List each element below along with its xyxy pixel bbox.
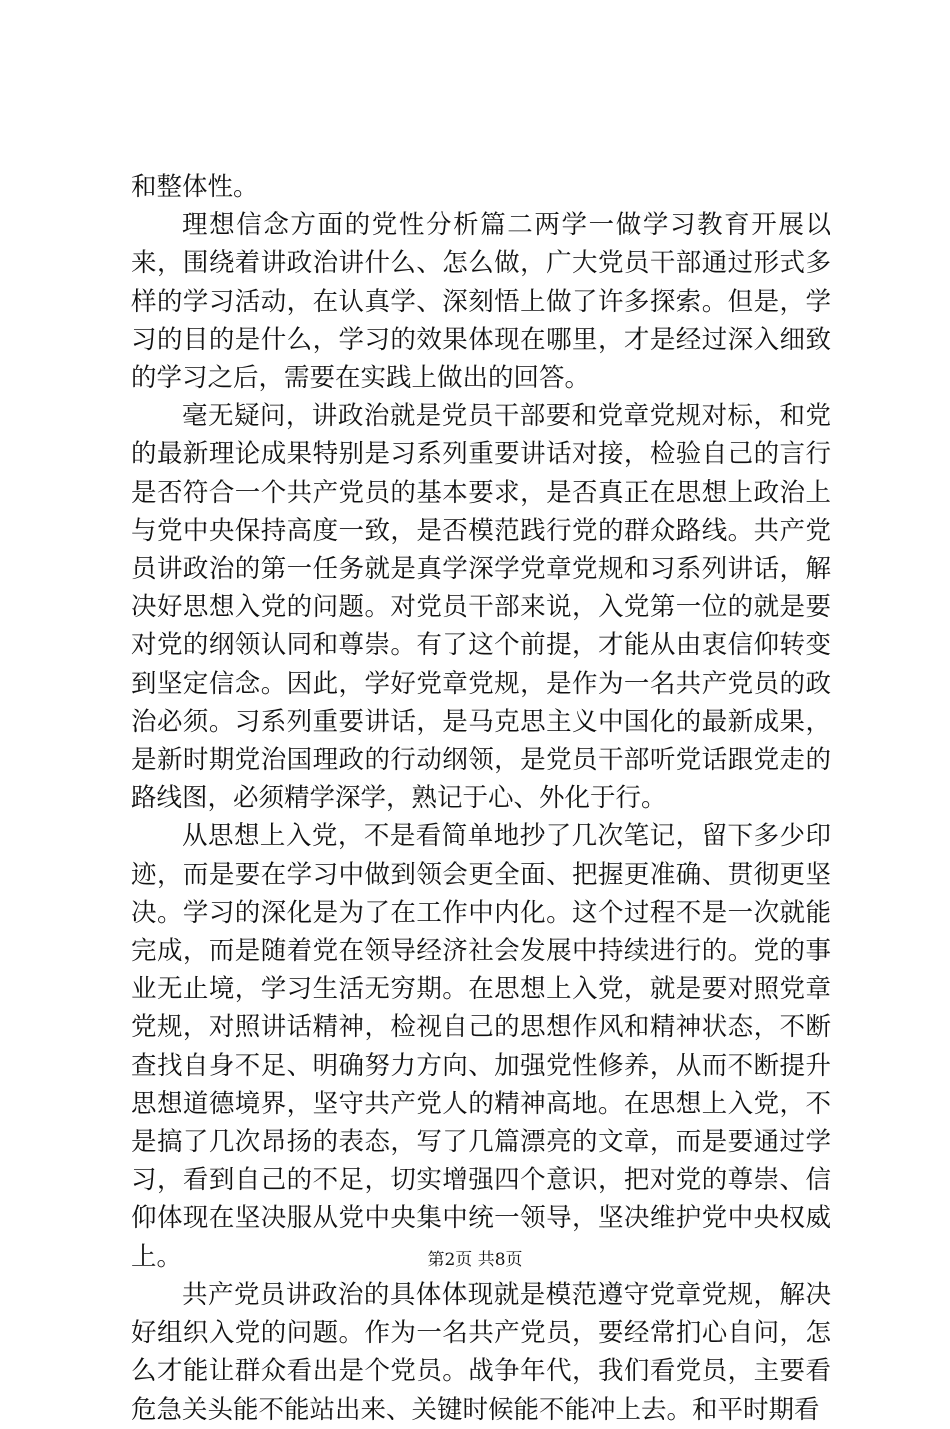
paragraph: 理想信念方面的党性分析篇二两学一做学习教育开展以来，围绕着讲政治讲什么、怎么做，广大党员干部通过形式多样的学习活动，在认真学、深刻悟上做了许多探索。但是，学习的目的是什么，学习的效果体现在哪里，才是经过深入细致的学习之后，需要在实践上做出的回答。	[131, 210, 831, 394]
paragraph-continuation: 和整体性。	[131, 172, 259, 202]
paragraph: 从思想上入党，不是看简单地抄了几次笔记，留下多少印迹，而是要在学习中做到领会更全面、把握更准确、贯彻更坚决。学习的深化是为了在工作中内化。这个过程不是一次就能完成，而是随着党在领导经济社会发展中持续进行的。党的事业无止境，学习生活无穷期。在思想上入党，就是要对照党章党规，对照讲话精神，检视自己的思想作风和精神状态，不断查找自身不足、明确努力方向、加强党性修养，从而不断提升思想道德境界，坚守共产党人的精神高地。在思想上入党，不是搞了几次昂扬的表态，写了几篇漂亮的文章，而是要通过学习，看到自己的不足，切实增强四个意识，把对党的尊崇、信仰体现在坚决服从党中央集中统一领导，坚决维护党中央权威上。	[131, 821, 831, 1272]
paragraph: 共产党员讲政治的具体体现就是模范遵守党章党规，解决好组织入党的问题。作为一名共产党员，要经常扪心自问，怎么才能让群众看出是个党员。战争年代，我们看党员，主要看危急关头能不能站出来、关键时候能不能冲上去。和平时期看	[131, 1279, 831, 1425]
page-footer: 第2页 共8页	[427, 1250, 523, 1270]
document-body	[131, 168, 831, 1429]
paragraph: 毫无疑问，讲政治就是党员干部要和党章党规对标，和党的最新理论成果特别是习系列重要讲话对接，检验自己的言行是否符合一个共产党员的基本要求，是否真正在思想上政治上与党中央保持高度一致，是否模范践行党的群众路线。共产党员讲政治的第一任务就是真学深学党章党规和习系列讲话，解决好思想入党的问题。对党员干部来说，入党第一位的就是要对党的纲领认同和尊崇。有了这个前提，才能从由衷信仰转变到坚定信念。因此，学好党章党规，是作为一名共产党员的政治必须。习系列重要讲话，是马克思主义中国化的最新成果，是新时期党治国理政的行动纲领，是党员干部听党话跟党走的路线图，必须精学深学，熟记于心、外化于行。	[131, 401, 831, 814]
